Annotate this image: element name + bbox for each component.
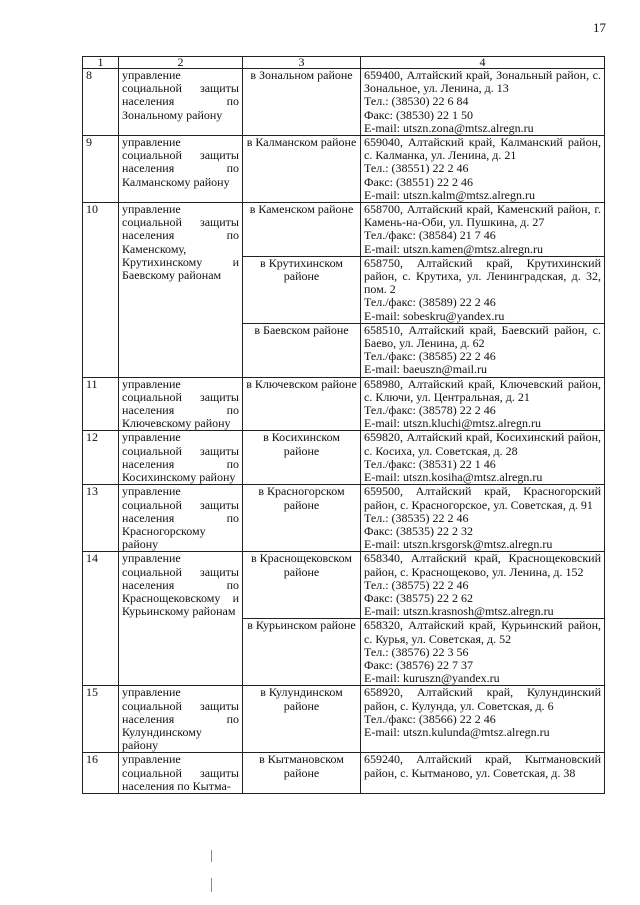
district-name: в Зональном районе xyxy=(243,69,361,136)
postal-address: 659820, Алтайский край, Косихинский район, с. Косиха, ул. Советская, д. 28 xyxy=(364,430,601,458)
contact-details xyxy=(361,377,605,431)
table-row xyxy=(83,377,605,431)
email-address[interactable]: E-mail: utszn.zona@mtsz.alregn.ru xyxy=(364,120,534,135)
contact-details xyxy=(361,203,605,257)
contact-details xyxy=(361,69,605,136)
department-name: управление социальной защиты населения по Ключевскому району xyxy=(119,377,243,431)
email-address[interactable]: E-mail: utszn.kluchi@mtsz.alregn.ru xyxy=(364,416,542,431)
table-row xyxy=(83,552,605,619)
column-number-4: 4 xyxy=(361,57,605,69)
contact-details xyxy=(361,686,605,753)
column-number-1: 1 xyxy=(83,57,119,69)
postal-address: 659500, Алтайский край, Красногорский район, с. Красногорское, ул. Советская, д. 91 xyxy=(364,484,601,512)
phone-number: Тел./факс: (38578) 22 2 46 xyxy=(364,403,496,418)
row-number: 15 xyxy=(83,686,119,753)
table-row xyxy=(83,136,605,203)
contact-details xyxy=(361,619,605,686)
postal-address: 658750, Алтайский край, Крутихинский район, с. Крутиха, ул. Ленинградская, д. 32, пом. 2 xyxy=(364,255,601,297)
phone-number: Тел.: (38576) 22 3 56 xyxy=(364,644,469,659)
email-address[interactable]: E-mail: utszn.kosiha@mtsz.alregn.ru xyxy=(364,470,543,485)
department-name: управление социальной защиты населения по Каменскому, Крутихинскому и Баевскому районам xyxy=(119,203,243,378)
fax-number: Факс: (38576) 22 7 37 xyxy=(364,657,473,672)
email-address[interactable]: E-mail: utszn.kulunda@mtsz.alregn.ru xyxy=(364,724,550,739)
department-name: управление социальной защиты населения по Краснощековскому и Курьинскому районам xyxy=(119,552,243,686)
page-number: 17 xyxy=(593,20,606,35)
postal-address: 658700, Алтайский край, Каменский район, г. Камень-на-Оби, ул. Пушкина, д. 27 xyxy=(364,202,601,230)
table-row xyxy=(83,485,605,552)
district-name: в Краснощековском районе xyxy=(243,552,361,619)
column-number-2: 2 xyxy=(119,57,243,69)
district-name: в Каменском районе xyxy=(243,203,361,257)
contact-details xyxy=(361,485,605,552)
phone-number: Тел./факс: (38589) 22 2 46 xyxy=(364,295,496,310)
table-row xyxy=(83,431,605,485)
margin-mark xyxy=(211,850,212,862)
row-number: 11 xyxy=(83,377,119,431)
department-name: управление социальной защиты населения по Калманскому району xyxy=(119,136,243,203)
email-address[interactable]: E-mail: utszn.kamen@mtsz.alregn.ru xyxy=(364,241,543,256)
phone-number: Тел./факс: (38531) 22 1 46 xyxy=(364,456,496,471)
table-row xyxy=(83,69,605,136)
fax-number: Факс: (38551) 22 2 46 xyxy=(364,174,473,189)
district-name: в Крутихинском районе xyxy=(243,256,361,323)
column-number-3: 3 xyxy=(243,57,361,69)
margin-mark xyxy=(211,878,212,892)
district-name: в Ключевском районе xyxy=(243,377,361,431)
phone-number: Тел.: (38551) 22 2 46 xyxy=(364,161,469,176)
district-name: в Баевском районе xyxy=(243,323,361,377)
phone-number: Тел./факс: (38584) 21 7 46 xyxy=(364,228,496,243)
contact-details xyxy=(361,753,605,794)
phone-number: Тел./факс: (38566) 22 2 46 xyxy=(364,711,496,726)
contact-details xyxy=(361,323,605,377)
table-row xyxy=(83,686,605,753)
row-number: 13 xyxy=(83,485,119,552)
phone-number: Тел.: (38535) 22 2 46 xyxy=(364,510,469,525)
district-name: в Кытмановском районе xyxy=(243,753,361,794)
row-number: 8 xyxy=(83,69,119,136)
row-number: 16 xyxy=(83,753,119,794)
postal-address: 658980, Алтайский край, Ключевский район, с. Ключи, ул. Центральная, д. 21 xyxy=(364,376,601,404)
fax-number: Факс: (38530) 22 1 50 xyxy=(364,107,473,122)
table-row xyxy=(83,753,605,794)
postal-address: 658920, Алтайский край, Кулундинский район, с. Кулунда, ул. Советская, д. 6 xyxy=(364,685,601,713)
row-number: 14 xyxy=(83,552,119,686)
department-name: управление социальной защиты населения по Кытма- xyxy=(119,753,243,794)
postal-address: 659240, Алтайский край, Кытмановский район, с. Кытманово, ул. Советская, д. 38 xyxy=(364,752,601,780)
department-name: управление социальной защиты населения по Красногорскому району xyxy=(119,485,243,552)
phone-number: Тел./факс: (38585) 22 2 46 xyxy=(364,349,496,364)
email-address[interactable]: E-mail: baeuszn@mail.ru xyxy=(364,362,488,377)
district-name: в Красногорском районе xyxy=(243,485,361,552)
postal-address: 659400, Алтайский край, Зональный район, с. Зональное, ул. Ленина, д. 13 xyxy=(364,68,601,96)
row-number: 12 xyxy=(83,431,119,485)
phone-number: Тел.: (38575) 22 2 46 xyxy=(364,577,469,592)
fax-number: Факс: (38535) 22 2 32 xyxy=(364,523,473,538)
email-address[interactable]: E-mail: utszn.kalm@mtsz.alregn.ru xyxy=(364,187,536,202)
email-address[interactable]: E-mail: utszn.krsgorsk@mtsz.alregn.ru xyxy=(364,537,553,552)
district-name: в Калманском районе xyxy=(243,136,361,203)
fax-number: Факс: (38575) 22 2 62 xyxy=(364,590,473,605)
district-name: в Кулундинском районе xyxy=(243,686,361,753)
department-name: управление социальной защиты населения по Косихинскому району xyxy=(119,431,243,485)
contact-details xyxy=(361,256,605,323)
district-name: в Курьинском районе xyxy=(243,619,361,686)
email-address[interactable]: E-mail: kuruszn@yandex.ru xyxy=(364,671,500,686)
table-row xyxy=(83,203,605,257)
postal-address: 659040, Алтайский край, Калманский район, с. Калманка, ул. Ленина, д. 21 xyxy=(364,135,601,163)
postal-address: 658320, Алтайский край, Курьинский район, с. Курья, ул. Советская, д. 52 xyxy=(364,618,601,646)
row-number: 10 xyxy=(83,203,119,378)
contact-details xyxy=(361,431,605,485)
phone-number: Тел.: (38530) 22 6 84 xyxy=(364,94,469,109)
row-number: 9 xyxy=(83,136,119,203)
email-address[interactable]: E-mail: sobeskru@yandex.ru xyxy=(364,308,505,323)
social-protection-offices-table xyxy=(82,56,605,794)
department-name: управление социальной защиты населения по Зональному району xyxy=(119,69,243,136)
column-number-row xyxy=(83,57,605,69)
contact-details xyxy=(361,552,605,619)
district-name: в Косихинском районе xyxy=(243,431,361,485)
department-name: управление социальной защиты населения по Кулундинскому району xyxy=(119,686,243,753)
postal-address: 658340, Алтайский край, Краснощековский район, с. Краснощеково, ул. Ленина, д. 152 xyxy=(364,551,601,579)
postal-address: 658510, Алтайский край, Баевский район, с. Баево, ул. Ленина, д. 62 xyxy=(364,322,601,351)
email-address[interactable]: E-mail: utszn.krasnosh@mtsz.alregn.ru xyxy=(364,604,554,619)
contact-details xyxy=(361,136,605,203)
